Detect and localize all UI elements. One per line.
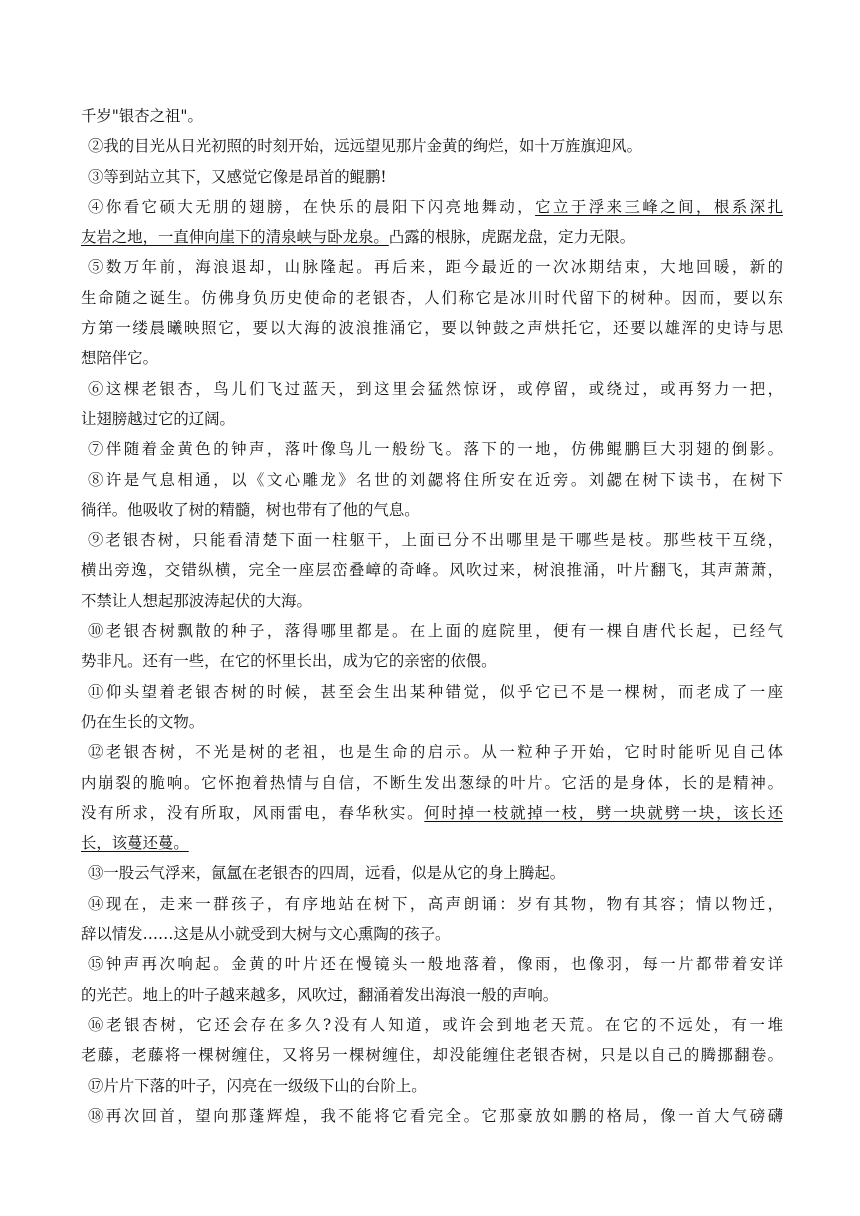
- text-line: [81, 434, 783, 464]
- text-line: [81, 586, 783, 616]
- text-line: [81, 858, 783, 888]
- text-line: [81, 192, 783, 222]
- line-text: ⑥这棵老银杏，鸟儿们飞过蓝天，到这里会猛然惊讶，或停留，或绕过，或再努力一把，: [88, 379, 783, 398]
- line-text: ⑪仰头望着老银杏树的时候，甚至会生出某种错觉，似乎它已不是一棵树，而老成了一座: [88, 682, 783, 701]
- text-line: [81, 404, 783, 434]
- text-line: [81, 374, 783, 404]
- text-line: [81, 131, 783, 161]
- line-text: ⑯老银杏树，它还会存在多久?没有人知道，或许会到地老天荒。在它的不远处，有一堆: [88, 1015, 783, 1034]
- text-line: [81, 465, 783, 495]
- text-line: [81, 677, 783, 707]
- text-line: [81, 1101, 783, 1131]
- line-text: 千岁"银杏之祖"。: [81, 107, 203, 125]
- line-text: 辞以情发……这是从小就受到大树与文心熏陶的孩子。: [81, 925, 451, 944]
- text-line: [81, 495, 783, 525]
- text-line: [81, 889, 783, 919]
- line-text: 不禁让人想起那波涛起伏的大海。: [81, 591, 312, 610]
- line-text: ⑧许是气息相通，以《文心雕龙》名世的刘勰将住所安在近旁。刘勰在树下读书，在树下: [88, 470, 783, 489]
- line-text: 徜徉。他吸收了树的精髓，树也带有了他的气息。: [81, 500, 420, 519]
- line-text: ④你看它硕大无朋的翅膀，在快乐的晨阳下闪亮地舞动，: [88, 197, 536, 216]
- text-line: [81, 1071, 783, 1101]
- line-text: ⑦伴随着金黄色的钟声，落叶像鸟儿一般纷飞。落下的一地，仿佛鲲鹏巨大羽翅的倒影。: [88, 440, 783, 459]
- text-line: [81, 222, 783, 252]
- line-text: 凸露的根脉，虎踞龙盘，定力无限。: [388, 228, 636, 247]
- article-body: [81, 101, 783, 1131]
- line-text: ⑱再次回首，望向那蓬辉煌，我不能将它看完全。它那豪放如鹏的格局，像一首大气磅礴: [88, 1106, 783, 1125]
- line-text: ③等到站立其下，又感觉它像是昂首的鲲鹏!: [88, 167, 387, 186]
- line-text: 内崩裂的脆响。它怀抱着热情与自信，不断生发出葱绿的叶片。它活的是身体，长的是精神。: [81, 773, 783, 792]
- text-line: [81, 616, 783, 646]
- line-text: 横出旁逸，交错纵横，完全一座层峦叠嶂的奇峰。风吹过来，树浪推涌，叶片翻飞，其声萧萧，: [81, 561, 783, 580]
- underlined-text: 友岩之地，一直伸向崖下的清泉峡与卧龙泉。: [81, 228, 389, 247]
- line-text: ②我的目光从日光初照的时刻开始，远远望见那片金黄的绚烂，如十万旌旗迎风。: [88, 137, 643, 156]
- line-text: ⑬一股云气浮来，氤氲在老银杏的四周，远看，似是从它的身上腾起。: [88, 864, 566, 883]
- text-line: [81, 768, 783, 798]
- text-line: [81, 1010, 783, 1040]
- underlined-text: 它立于浮来三峰之间，根系深扎: [535, 197, 783, 216]
- line-text: ⑩老银杏树飘散的种子，落得哪里都是。在上面的庭院里，便有一棵自唐代长起，已经气: [88, 622, 783, 641]
- text-line: [81, 313, 783, 343]
- line-text: 生命随之诞生。仿佛身负历史使命的老银杏，人们称它是冰川时代留下的树种。因而，要以东: [81, 288, 783, 307]
- line-text: 方第一缕晨曦映照它，要以大海的波浪推涌它，要以钟鼓之声烘托它，还要以雄浑的史诗与思: [81, 319, 783, 338]
- line-text: 让翅膀越过它的辽阔。: [81, 409, 235, 428]
- text-line: [81, 525, 783, 555]
- text-line: [81, 101, 783, 131]
- line-text: 的光芒。地上的叶子越来越多，风吹过，翻涌着发出海浪一般的声响。: [81, 985, 559, 1004]
- line-text: ⑭现在，走来一群孩子，有序地站在树下，高声朗诵：岁有其物，物有其容；情以物迁，: [88, 894, 783, 913]
- text-line: [81, 707, 783, 737]
- text-line: [81, 252, 783, 282]
- text-line: [81, 162, 783, 192]
- text-line: [81, 343, 783, 373]
- text-line: [81, 555, 783, 585]
- text-line: [81, 828, 783, 858]
- text-line: [81, 980, 783, 1010]
- line-text: 想陪伴它。: [81, 349, 158, 368]
- line-text: 仍在生长的文物。: [81, 712, 205, 731]
- line-text: 没有所求，没有所取，风雨雷电，春华秋实。: [81, 803, 425, 822]
- line-text: 势非凡。还有一些，在它的怀里长出，成为它的亲密的依偎。: [81, 652, 497, 671]
- line-text: 老藤，老藤将一棵树缠住，又将另一棵树缠住，却没能缠住老银杏树，只是以自己的腾挪翻卷。: [81, 1046, 783, 1065]
- line-text: ⑮钟声再次响起。金黄的叶片还在慢镜头一般地落着，像雨，也像羽，每一片都带着安详: [88, 955, 783, 974]
- text-line: [81, 798, 783, 828]
- text-line: [81, 949, 783, 979]
- text-line: [81, 1040, 783, 1070]
- text-line: [81, 737, 783, 767]
- line-text: ⑫老银杏树，不光是树的老祖，也是生命的启示。从一粒种子开始，它时时能听见自己体: [88, 743, 783, 762]
- text-line: [81, 646, 783, 676]
- line-text: ⑰片片下落的叶子，闪亮在一级级下山的台阶上。: [88, 1076, 427, 1095]
- underlined-text: 何时掉一枝就掉一枝，劈一块就劈一块，该长还: [424, 803, 783, 822]
- line-text: ⑨老银杏树，只能看清楚下面一柱躯干，上面已分不出哪里是干哪些是枝。那些枝干互绕，: [88, 531, 783, 550]
- line-text: ⑤数万年前，海浪退却，山脉隆起。再后来，距今最近的一次冰期结束，大地回暖，新的: [88, 258, 783, 277]
- underlined-text: 长，该蔓还蔓。: [81, 834, 189, 853]
- text-line: [81, 919, 783, 949]
- text-line: [81, 283, 783, 313]
